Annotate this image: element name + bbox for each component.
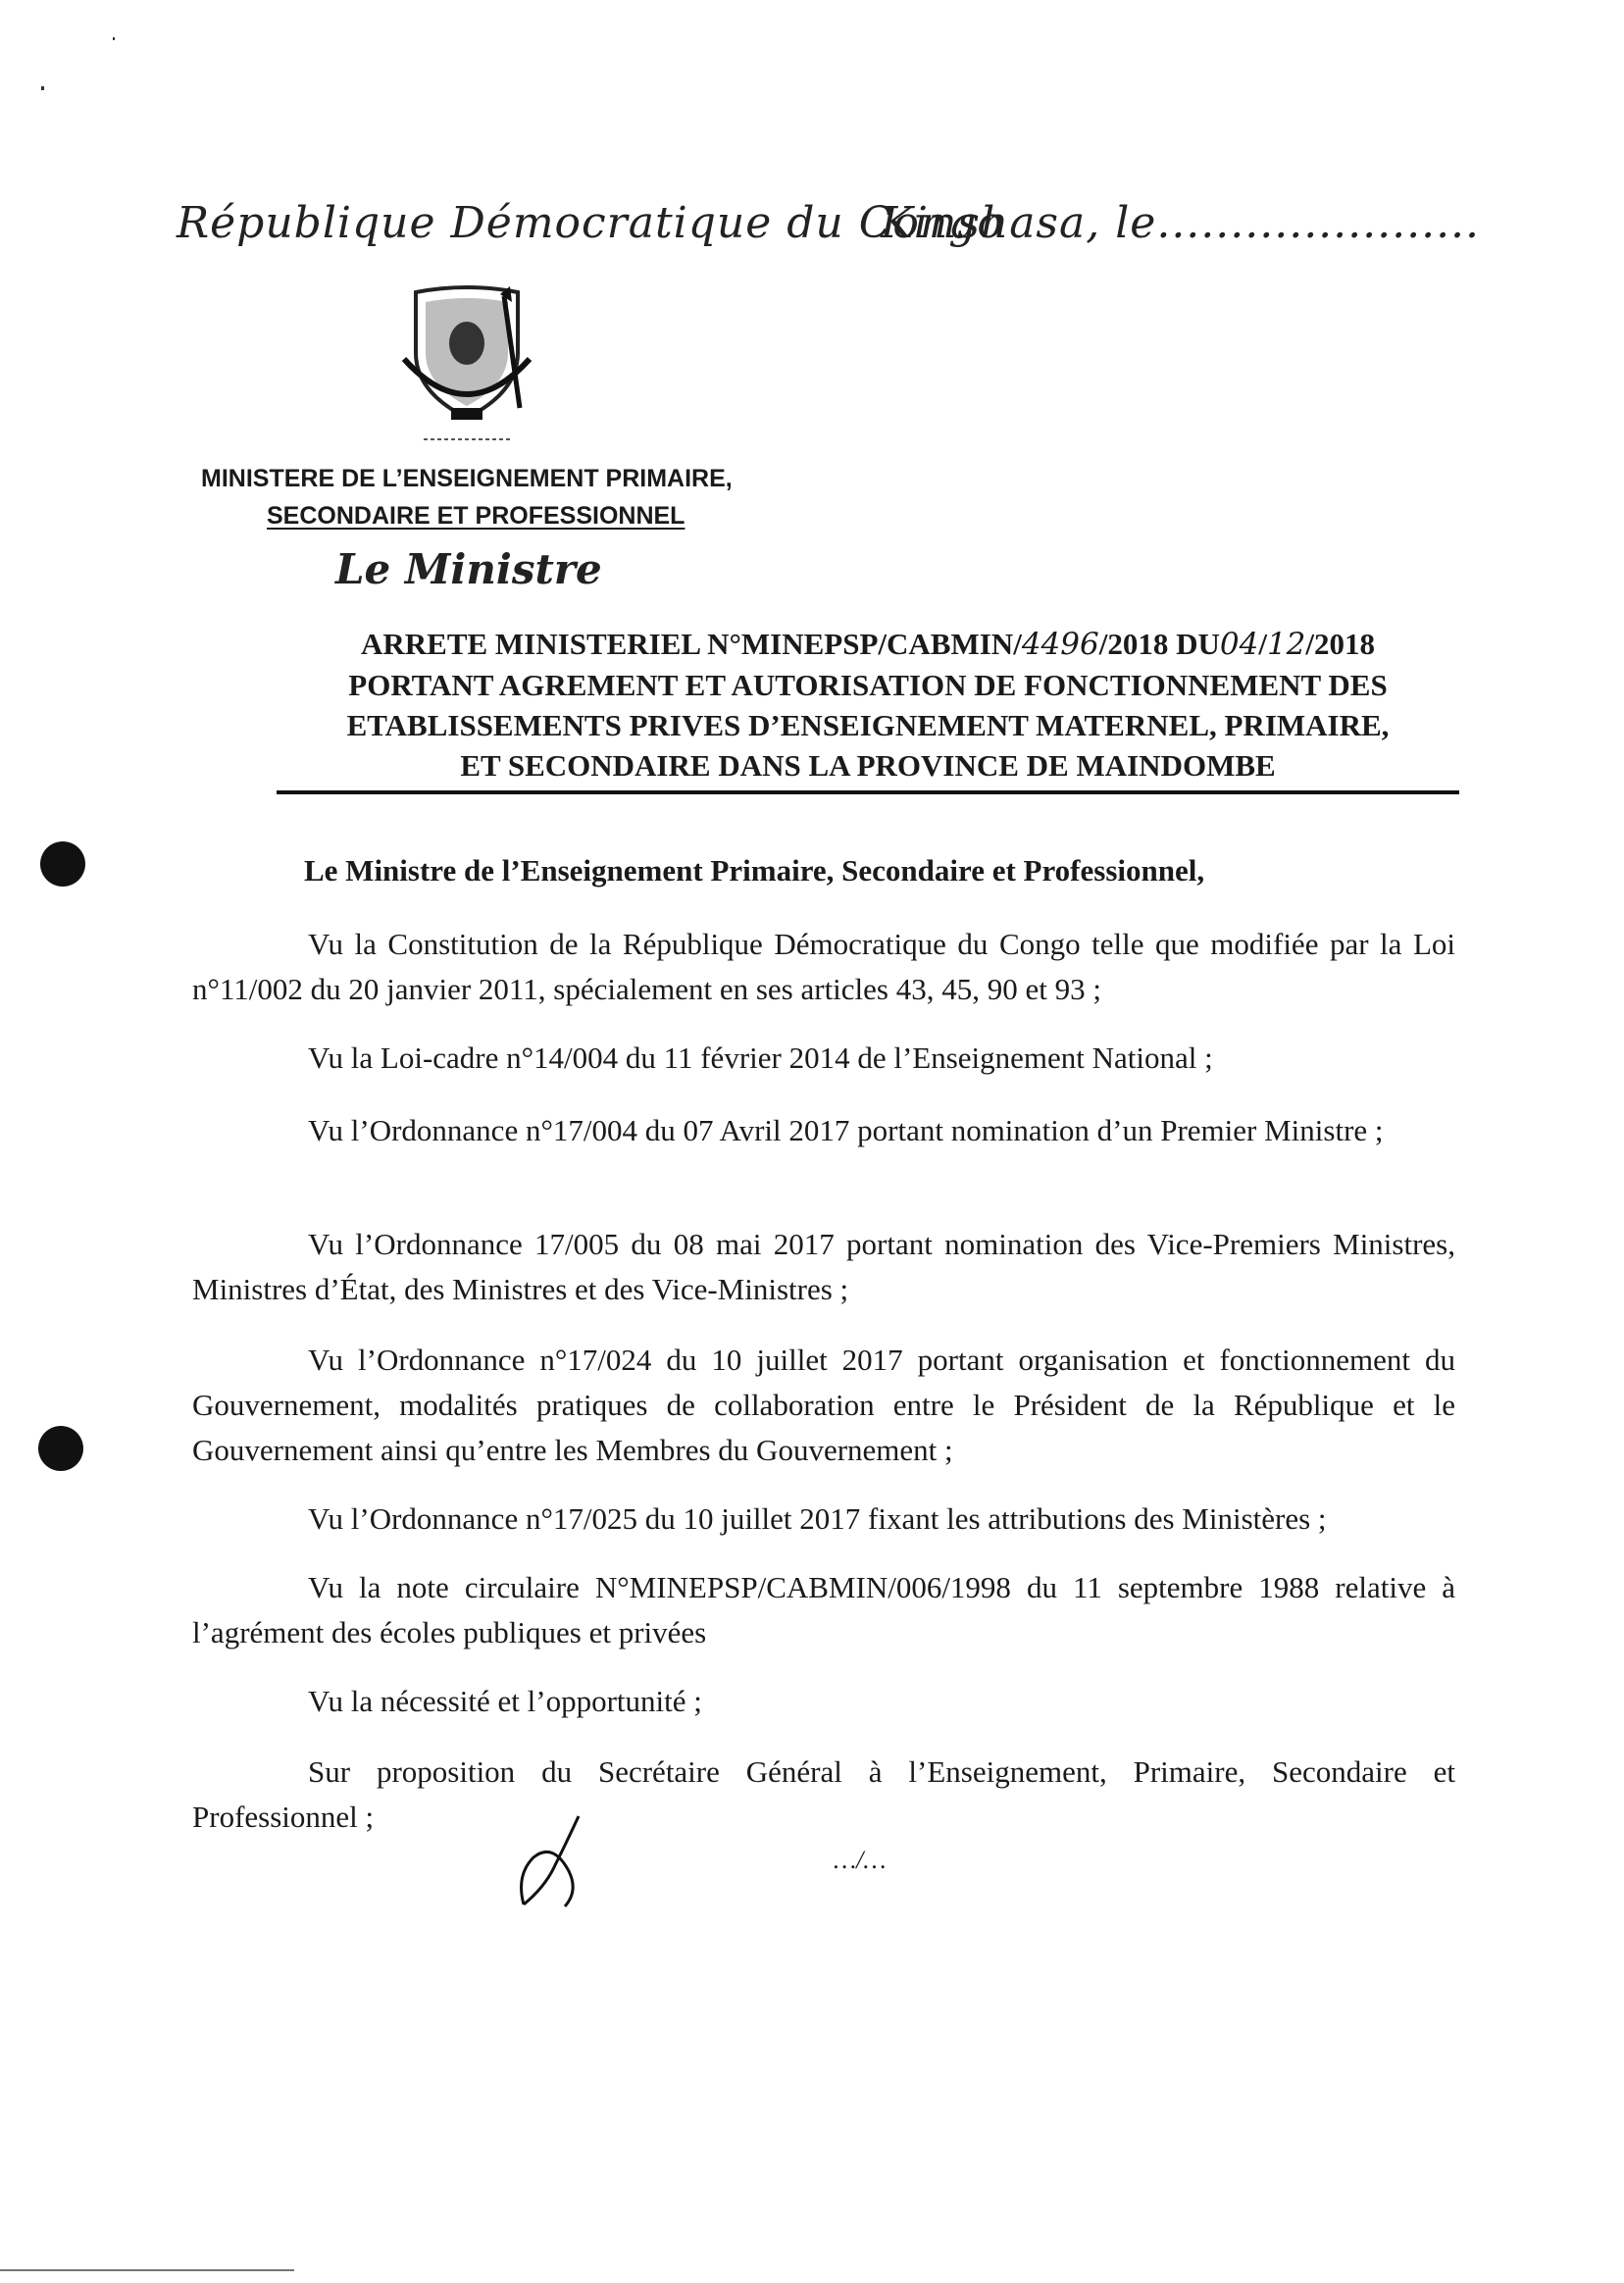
paragraph-constitution: Vu la Constitution de la République Démocratique du Congo telle que modifiée par la Loi n°11/002 du 20 janvier 2011, spécialement en ses articles 43, 45, 90 et 93 ; bbox=[192, 927, 1455, 1006]
paragraph-necessite: Vu la nécessité et l’opportunité ; bbox=[308, 1684, 702, 1718]
paragraph-proposition: Sur proposition du Secrétaire Général à l’Enseignement, Primaire, Secondaire et Professionnel ; bbox=[192, 1754, 1455, 1834]
signature-icon bbox=[510, 1812, 600, 1910]
scan-speck bbox=[41, 86, 44, 90]
ministry-name-line2: SECONDAIRE ET PROFESSIONNEL bbox=[267, 502, 685, 530]
decree-title-line1: ARRETE MINISTERIEL N°MINEPSP/CABMIN/4496/2018 DU04/12/2018 bbox=[360, 627, 1376, 662]
body-heading: Le Ministre de l’Enseignement Primaire, Secondaire et Professionnel, bbox=[304, 853, 1205, 888]
paragraph-ordonnance-17-025: Vu l’Ordonnance n°17/025 du 10 juillet 2017 fixant les attributions des Ministères ; bbox=[308, 1501, 1327, 1536]
paragraph-note-circulaire: Vu la note circulaire N°MINEPSP/CABMIN/006/1998 du 11 septembre 1988 relative à l’agrément des écoles publiques et privées bbox=[192, 1570, 1455, 1649]
title-underline bbox=[277, 790, 1459, 794]
scan-edge-line bbox=[0, 2269, 294, 2271]
coat-of-arms-icon bbox=[394, 282, 539, 447]
decree-number-handwritten: 4496 bbox=[1021, 627, 1099, 662]
decree-title-line3: ETABLISSEMENTS PRIVES D’ENSEIGNEMENT MATERNEL, PRIMAIRE, bbox=[346, 708, 1390, 742]
punch-hole bbox=[40, 841, 85, 887]
paragraph-loi-cadre: Vu la Loi-cadre n°14/004 du 11 février 2014 de l’Enseignement National ; bbox=[308, 1040, 1213, 1075]
punch-hole bbox=[38, 1426, 83, 1471]
place-date-line: Kinshasa, le...................... bbox=[881, 198, 1481, 248]
decree-title-line2: PORTANT AGREMENT ET AUTORISATION DE FONCTIONNEMENT DES bbox=[348, 668, 1388, 702]
decree-title-line4: ET SECONDAIRE DANS LA PROVINCE DE MAINDOMBE bbox=[460, 748, 1276, 783]
decree-day-handwritten: 04 bbox=[1219, 627, 1259, 662]
decree-title bbox=[275, 624, 1461, 786]
paragraph-ordonnance-17-005: Vu l’Ordonnance 17/005 du 08 mai 2017 portant nomination des Vice-Premiers Ministres, Ministres d’État, des Ministres et des Vice-Ministres ; bbox=[192, 1227, 1455, 1306]
paragraph-ordonnance-17-024: Vu l’Ordonnance n°17/024 du 10 juillet 2017 portant organisation et fonctionnement du Gouvernement, modalités pratiques de collaboration entre le Président de la République et le Gouvernement ainsi qu’entre les Membres du Gouvernement ; bbox=[192, 1343, 1455, 1467]
scan-speck bbox=[113, 37, 115, 40]
decree-month-handwritten: 12 bbox=[1266, 627, 1306, 662]
country-heading: République Démocratique du Congo bbox=[177, 198, 1004, 248]
ministry-name-line1: MINISTERE DE L’ENSEIGNEMENT PRIMAIRE, bbox=[201, 465, 733, 492]
le-ministre-label: Le Ministre bbox=[335, 545, 602, 593]
paragraph-ordonnance-17-004: Vu l’Ordonnance n°17/004 du 07 Avril 2017 portant nomination d’un Premier Ministre ; bbox=[308, 1113, 1384, 1147]
continued-marker: …/… bbox=[834, 1846, 887, 1874]
